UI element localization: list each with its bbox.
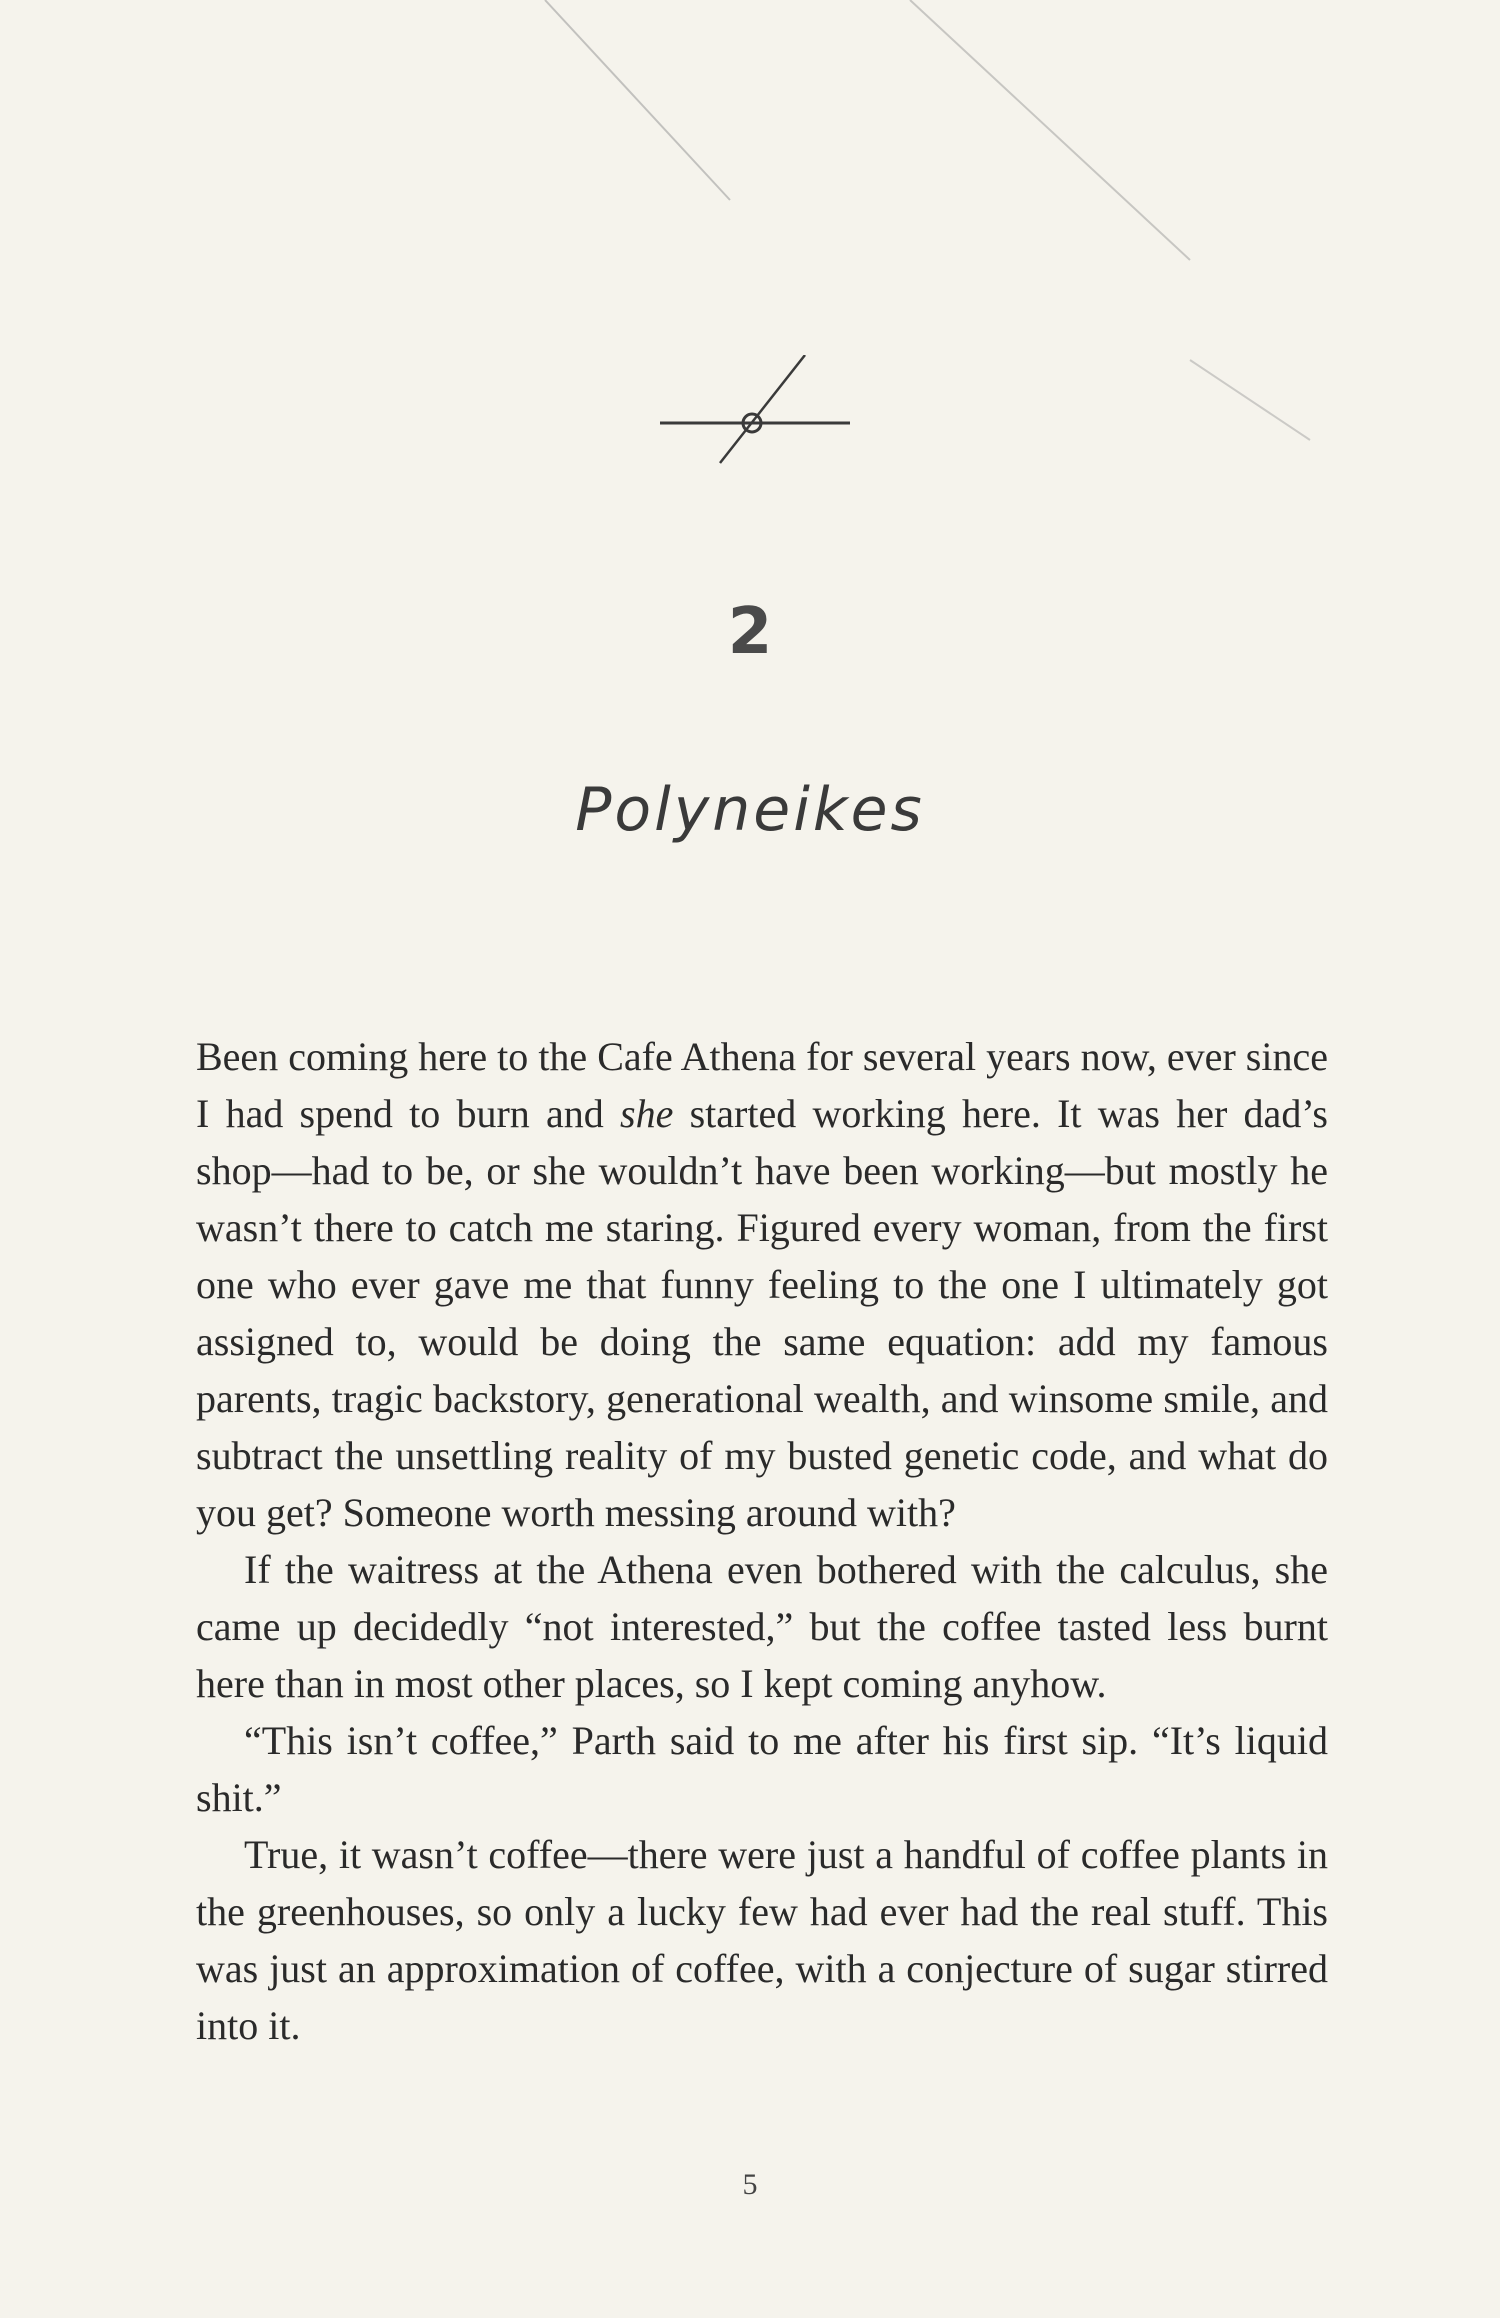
chapter-number: 2 <box>727 595 773 669</box>
chapter-title: Polyneikes <box>575 775 925 845</box>
paragraph-1: Been coming here to the Cafe Athena for several years now, ever since I had spend to burn and she started working here. It was her dad’s shop—had to be, or she wouldn’t have been working—but mostly he wasn’t there to catch me staring. Figured every woman, from the first one who ever gave me that funny feeling to the one I ultimately got assigned to, would be doing the same equation: add my famous parents, tragic backstory, generational wealth, and winsome smile, and subtract the unsettling reality of my busted genetic code, and what do you get? Someone worth messing around with? <box>196 1034 1328 1535</box>
paragraph-2: If the waitress at the Athena even bothered with the calculus, she came up decidedly “not interested,” but the coffee tasted less burnt here than in most other places, so I kept coming anyhow. <box>196 1547 1328 1706</box>
paragraph-3: “This isn’t coffee,” Parth said to me after his first sip. “It’s liquid shit.” <box>196 1718 1328 1820</box>
paragraph-4: True, it wasn’t coffee—there were just a handful of coffee plants in the greenhouses, so only a lucky few had ever had the real stuff. This was just an approximation of coffee, with a conjecture of sugar stirred into it. <box>196 1832 1328 2048</box>
flourish-ornament-icon <box>660 355 850 475</box>
body-text <box>196 1028 1328 2054</box>
emphasis-she: she <box>620 1091 674 1136</box>
page-number: 5 <box>742 2168 758 2201</box>
